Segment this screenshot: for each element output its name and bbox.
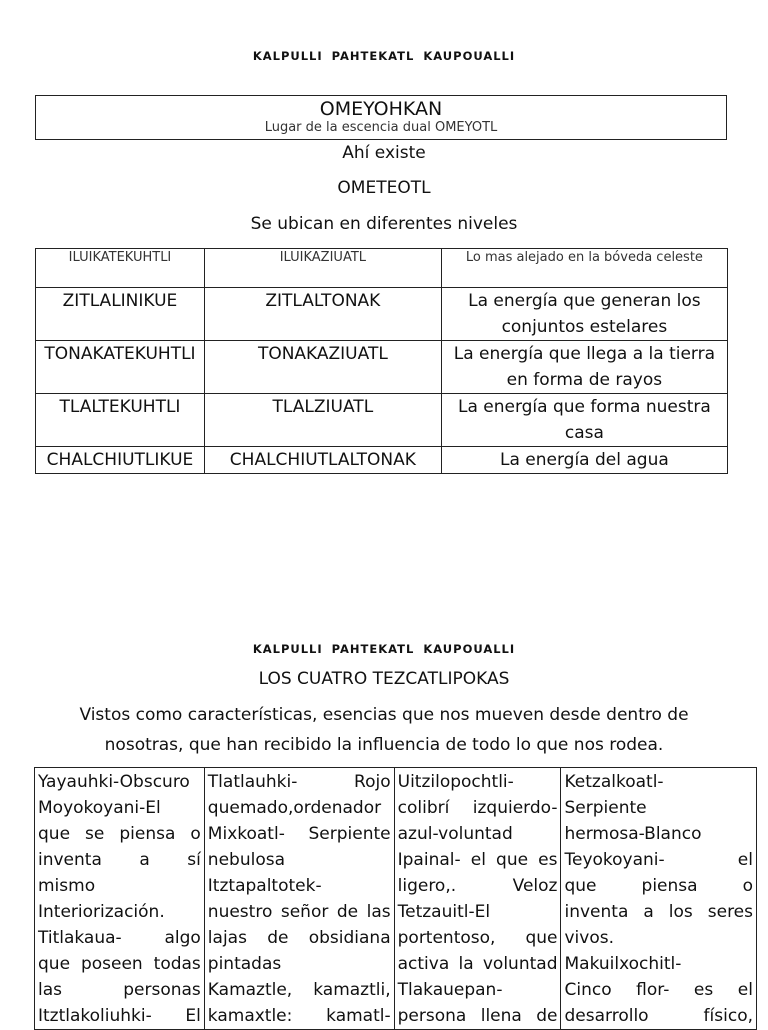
levels-cell: TLALZIUATL bbox=[204, 394, 441, 447]
levels-cell: La energía que generan los conjuntos estelares bbox=[441, 288, 727, 341]
cell-text-line: inventa a los seres bbox=[564, 902, 753, 922]
cell-text-line: ligero,. Veloz bbox=[397, 876, 558, 896]
cell-text-line: que piensa o bbox=[564, 876, 753, 896]
levels-table bbox=[35, 248, 728, 474]
cell-text-line: persona llena de bbox=[397, 1006, 558, 1026]
levels-cell: TONAKATEKUHTLI bbox=[36, 341, 205, 394]
cell-text-line: quemado,ordenador bbox=[207, 798, 382, 818]
levels-row bbox=[36, 288, 728, 341]
cell-text-line: Itztapaltotek- bbox=[207, 876, 322, 896]
cell-text-line: Teyokoyani- el bbox=[564, 850, 753, 870]
cell-text-line: Titlakaua- algo bbox=[38, 928, 201, 948]
cell-text-line: Tlakauepan- bbox=[397, 980, 503, 1000]
levels-cell: La energía del agua bbox=[441, 447, 727, 474]
cell-text-line: kamaxtle: kamatl- bbox=[207, 1006, 391, 1026]
cell-text-line: activa la voluntad bbox=[397, 954, 558, 974]
cell-text-line: Ketzalkoatl- bbox=[564, 772, 664, 792]
cell-text-line: inventa a sí bbox=[38, 850, 201, 870]
cell-text-line: Makuilxochitl- bbox=[564, 954, 682, 974]
intro-line-2: nosotras, que han recibido la influencia de todo lo que nos rodea. bbox=[104, 735, 664, 755]
omeyohkan-subtitle: Lugar de la escencia dual OMEYOTL bbox=[264, 120, 498, 135]
levels-cell: TONAKAZIUATL bbox=[204, 341, 441, 394]
levels-header-cell: ILUIKATEKUHTLI bbox=[36, 249, 205, 288]
cell-text-line: las personas bbox=[38, 980, 201, 1000]
omeyohkan-box bbox=[35, 95, 727, 140]
cell-text-line: Ipainal- el que es bbox=[397, 850, 558, 870]
cell-text-line: nebulosa bbox=[207, 850, 285, 870]
section-title: LOS CUATRO TEZCATLIPOKAS bbox=[258, 669, 510, 689]
cell-text-line: vivos. bbox=[564, 928, 614, 948]
cell-text-line: nuestro señor de las bbox=[207, 902, 391, 922]
levels-row bbox=[36, 394, 728, 447]
page-header: KALPULLI PAHTEKATL KAUPOUALLI bbox=[252, 49, 516, 63]
cell-text-line: pintadas bbox=[207, 954, 282, 974]
cell-text-line: portentoso, que bbox=[397, 928, 558, 948]
cell-text-line: azul-voluntad bbox=[397, 824, 513, 844]
niveles-line: Se ubican en diferentes niveles bbox=[250, 214, 518, 234]
tezcatlipoka-cell-1 bbox=[35, 768, 205, 1030]
levels-header-cell: Lo mas alejado en la bóveda celeste bbox=[441, 249, 727, 288]
levels-cell: TLALTEKUHTLI bbox=[36, 394, 205, 447]
cell-text-line: Itztlakoliuhki- El bbox=[38, 1006, 201, 1026]
tezcatlipokas-row bbox=[35, 768, 757, 1030]
levels-cell: La energía que forma nuestra casa bbox=[441, 394, 727, 447]
tezcatlipoka-cell-4 bbox=[561, 768, 757, 1030]
cell-text-line: Tlatlauhki- Rojo bbox=[207, 772, 391, 792]
omeyohkan-title: OMEYOHKAN bbox=[319, 98, 443, 120]
cell-text-line: Mixkoatl- Serpiente bbox=[207, 824, 391, 844]
page-header-2: KALPULLI PAHTEKATL KAUPOUALLI bbox=[252, 642, 516, 656]
cell-text-line: Uitzilopochtli- bbox=[397, 772, 514, 792]
levels-cell: CHALCHIUTLIKUE bbox=[36, 447, 205, 474]
levels-header-cell: ILUIKAZIUATL bbox=[204, 249, 441, 288]
cell-text-line: hermosa-Blanco bbox=[564, 824, 702, 844]
intro-line-1: Vistos como características, esencias que nos mueven desde dentro de bbox=[79, 705, 689, 725]
cell-text-line: Tetzauitl-El bbox=[397, 902, 491, 922]
cell-text-line: Yayauhki-Obscuro bbox=[38, 772, 190, 792]
cell-text-line: que poseen todas bbox=[38, 954, 201, 974]
levels-cell: ZITLALINIKUE bbox=[36, 288, 205, 341]
cell-text-line: colibrí izquierdo- bbox=[397, 798, 558, 818]
tezcatlipokas-table bbox=[34, 767, 757, 1030]
levels-row bbox=[36, 341, 728, 394]
cell-text-line: Interiorización. bbox=[38, 902, 165, 922]
levels-cell: ZITLALTONAK bbox=[204, 288, 441, 341]
ometeotl-line: OMETEOTL bbox=[337, 178, 431, 198]
cell-text-line: que se piensa o bbox=[38, 824, 201, 844]
cell-text-line: Cinco flor- es el bbox=[564, 980, 753, 1000]
levels-cell: La energía que llega a la tierra en forma de rayos bbox=[441, 341, 727, 394]
cell-text-line: lajas de obsidiana bbox=[207, 928, 391, 948]
cell-text-line: desarrollo físico, bbox=[564, 1006, 753, 1026]
cell-text-line: mismo bbox=[38, 876, 96, 896]
cell-text-line: Kamaztle, kamaztli, bbox=[207, 980, 391, 1000]
cell-text-line: Moyokoyani-El bbox=[38, 798, 161, 818]
cell-text-line: Serpiente bbox=[564, 798, 647, 818]
levels-cell: CHALCHIUTLALTONAK bbox=[204, 447, 441, 474]
levels-header-row bbox=[36, 249, 728, 288]
tezcatlipoka-cell-3 bbox=[394, 768, 561, 1030]
tezcatlipoka-cell-2 bbox=[204, 768, 394, 1030]
ahi-existe-line: Ahí existe bbox=[342, 143, 426, 163]
levels-row bbox=[36, 447, 728, 474]
